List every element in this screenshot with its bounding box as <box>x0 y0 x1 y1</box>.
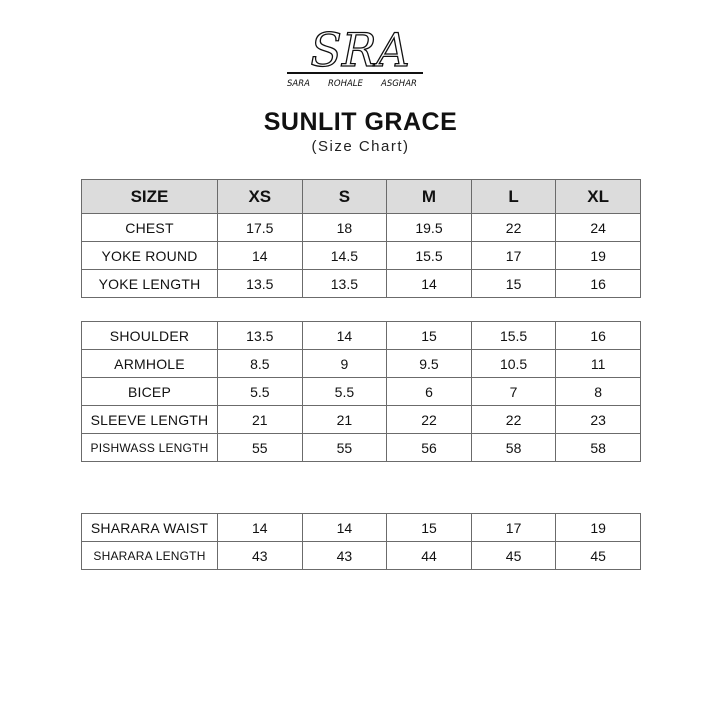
page-subtitle: (Size Chart) <box>311 138 410 155</box>
cell-value: 9 <box>302 350 387 378</box>
row-label: BICEP <box>82 378 218 406</box>
row-label: SLEEVE LENGTH <box>82 406 218 434</box>
row-label: CHEST <box>82 214 218 242</box>
table-row <box>82 434 641 462</box>
brand-monogram: SRA <box>310 26 410 77</box>
row-label: SHOULDER <box>82 322 218 350</box>
cell-value: 8.5 <box>218 350 303 378</box>
cell-value: 24 <box>556 214 641 242</box>
cell-value: 9.5 <box>387 350 472 378</box>
header-cell-s: S <box>302 180 387 214</box>
table-row <box>82 378 641 406</box>
cell-value: 22 <box>387 406 472 434</box>
cell-value: 19.5 <box>387 214 472 242</box>
cell-value: 15 <box>387 322 472 350</box>
size-table-middle <box>81 321 641 462</box>
cell-value: 45 <box>471 542 556 570</box>
brand-tagline-word-2: ROHALE <box>328 79 363 89</box>
cell-value: 15.5 <box>471 322 556 350</box>
cell-value: 58 <box>471 434 556 462</box>
table-row <box>82 542 641 570</box>
header-cell-l: L <box>471 180 556 214</box>
table-row <box>82 514 641 542</box>
cell-value: 14 <box>302 514 387 542</box>
cell-value: 56 <box>387 434 472 462</box>
cell-value: 21 <box>218 406 303 434</box>
cell-value: 14.5 <box>302 242 387 270</box>
cell-value: 22 <box>471 214 556 242</box>
cell-value: 17 <box>471 514 556 542</box>
cell-value: 19 <box>556 242 641 270</box>
cell-value: 17 <box>471 242 556 270</box>
table-row <box>82 242 641 270</box>
header-cell-xs: XS <box>218 180 303 214</box>
row-label: YOKE LENGTH <box>82 270 218 298</box>
cell-value: 17.5 <box>218 214 303 242</box>
cell-value: 55 <box>302 434 387 462</box>
cell-value: 10.5 <box>471 350 556 378</box>
table-row <box>82 322 641 350</box>
table-header-row <box>82 180 641 214</box>
row-label: YOKE ROUND <box>82 242 218 270</box>
cell-value: 18 <box>302 214 387 242</box>
cell-value: 19 <box>556 514 641 542</box>
cell-value: 14 <box>218 514 303 542</box>
cell-value: 15.5 <box>387 242 472 270</box>
cell-value: 43 <box>218 542 303 570</box>
cell-value: 14 <box>218 242 303 270</box>
cell-value: 43 <box>302 542 387 570</box>
row-label: SHARARA LENGTH <box>82 542 218 570</box>
row-label: SHARARA WAIST <box>82 514 218 542</box>
row-label: ARMHOLE <box>82 350 218 378</box>
brand-tagline-word-1: SARA <box>287 79 310 89</box>
cell-value: 13.5 <box>302 270 387 298</box>
header-cell-size: SIZE <box>82 180 218 214</box>
brand-tagline-word-3: ASGHAR <box>381 79 417 89</box>
cell-value: 14 <box>387 270 472 298</box>
table-row <box>82 270 641 298</box>
brand-logo-mark <box>285 26 435 90</box>
cell-value: 5.5 <box>302 378 387 406</box>
cell-value: 8 <box>556 378 641 406</box>
cell-value: 11 <box>556 350 641 378</box>
cell-value: 5.5 <box>218 378 303 406</box>
cell-value: 21 <box>302 406 387 434</box>
cell-value: 16 <box>556 270 641 298</box>
cell-value: 13.5 <box>218 270 303 298</box>
cell-value: 22 <box>471 406 556 434</box>
cell-value: 23 <box>556 406 641 434</box>
header-cell-m: M <box>387 180 472 214</box>
row-label: PISHWASS LENGTH <box>82 434 218 462</box>
cell-value: 6 <box>387 378 472 406</box>
brand-logo <box>285 26 435 90</box>
header-cell-xl: XL <box>556 180 641 214</box>
cell-value: 45 <box>556 542 641 570</box>
cell-value: 55 <box>218 434 303 462</box>
cell-value: 14 <box>302 322 387 350</box>
cell-value: 16 <box>556 322 641 350</box>
cell-value: 13.5 <box>218 322 303 350</box>
size-table-top <box>81 179 641 298</box>
cell-value: 15 <box>387 514 472 542</box>
size-table-bottom <box>81 513 641 570</box>
cell-value: 7 <box>471 378 556 406</box>
page-title: SUNLIT GRACE <box>263 108 458 136</box>
cell-value: 15 <box>471 270 556 298</box>
cell-value: 44 <box>387 542 472 570</box>
table-row <box>82 350 641 378</box>
table-row <box>82 406 641 434</box>
table-row <box>82 214 641 242</box>
cell-value: 58 <box>556 434 641 462</box>
